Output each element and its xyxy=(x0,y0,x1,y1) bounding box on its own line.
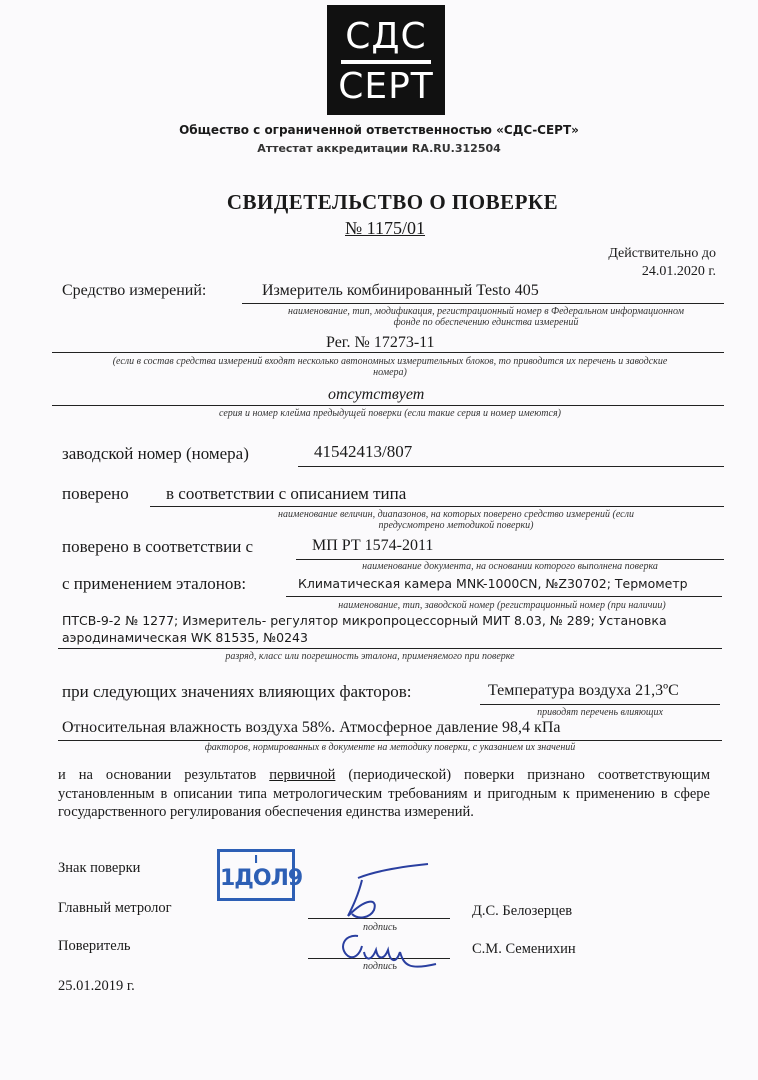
serial-line xyxy=(298,466,724,467)
reg-hint: (если в состав средства измерений входят несколько автономных измерительных блоков, то приводится их перечень и заводские номера) xyxy=(112,356,668,378)
conclusion-pre: и на основании результатов xyxy=(58,767,270,783)
company-logo xyxy=(327,5,445,115)
verified-hint: наименование величин, диапазонов, на которых поверено средство измерений (если предусмотрено методикой поверки) xyxy=(278,509,634,531)
standards-hint: наименование, тип, заводской номер (регистрационный номер (при наличии) xyxy=(338,600,666,611)
registration-number: Рег. № 17273-11 xyxy=(326,334,435,351)
stamp-main: 1ДОЛ9 xyxy=(220,866,303,891)
previous-mark: отсутствует xyxy=(328,386,425,403)
factors-line-2 xyxy=(58,740,722,741)
valid-until-label: Действительно до xyxy=(608,246,716,261)
standards-line-2 xyxy=(58,648,722,649)
org-name: Общество с ограниченной ответственностью «СДС-СЕРТ» xyxy=(179,123,579,137)
factors-line-1 xyxy=(480,704,720,705)
prev-mark-hint: серия и номер клейма предыдущей поверки (если такие серия и номер имеются) xyxy=(219,408,561,419)
conclusion-post: (периодической) поверки признано соответствующим установленным в описании типа метрологическим требованиям и пригодным к применению в сфере государственного регулирования обеспечения единства измерений. xyxy=(58,767,710,820)
document-number: № 1175/01 xyxy=(345,218,426,238)
verified-label: поверено xyxy=(62,484,129,503)
conclusion-underlined: первичной xyxy=(269,767,336,783)
stamp-top: I xyxy=(253,853,259,866)
verification-stamp xyxy=(217,849,303,901)
document-date: 25.01.2019 г. xyxy=(58,978,135,994)
logo-line-2: СЕРТ xyxy=(338,66,434,107)
standards-line-1 xyxy=(286,596,722,597)
serial-value: 41542413/807 xyxy=(314,442,413,461)
factors-label: при следующих значениях влияющих факторов: xyxy=(62,682,412,701)
conclusion-paragraph xyxy=(58,766,710,822)
factors-hint-2: факторов, нормированных в документе на методику поверки, с указанием их значений xyxy=(204,742,576,753)
chief-sign-hint: подпись xyxy=(363,922,397,933)
chief-label: Главный метролог xyxy=(58,900,172,916)
serial-label: заводской номер (номера) xyxy=(62,444,249,463)
standards-hint-2: разряд, класс или погрешность эталона, применяемого при поверке xyxy=(225,651,515,662)
standards-value-2: ПТСВ-9-2 № 1277; Измеритель- регулятор микропроцессорный МИТ 8.03, № 289; Установка xyxy=(62,613,667,628)
verifier-label: Поверитель xyxy=(58,938,131,954)
document-title: СВИДЕТЕЛЬСТВО О ПОВЕРКЕ xyxy=(226,190,559,214)
verified-line xyxy=(150,506,724,507)
verifier-sign-hint: подпись xyxy=(363,961,397,972)
standards-value-3: аэродинамическая WK 81535, №0243 xyxy=(62,630,308,645)
method-label: поверено в соответствии с xyxy=(62,537,254,556)
instrument-label: Средство измерений: xyxy=(62,282,207,299)
logo-divider xyxy=(341,60,431,64)
instrument-hint: наименование, тип, модификация, регистрационный номер в Федеральном информационном фонде по обеспечению единства измерений xyxy=(287,306,684,328)
logo-line-1: СДС xyxy=(345,16,427,57)
chief-signature xyxy=(318,858,438,922)
mark-label: Знак поверки xyxy=(58,860,141,876)
accreditation: Аттестат аккредитации RA.RU.312504 xyxy=(257,142,501,155)
valid-until-date: 24.01.2020 г. xyxy=(641,264,716,279)
instrument-value: Измеритель комбинированный Testo 405 xyxy=(262,282,539,299)
prev-mark-line xyxy=(52,405,724,406)
instrument-line xyxy=(242,303,724,304)
reg-line xyxy=(52,352,724,353)
chief-name: Д.С. Белозерцев xyxy=(472,903,573,919)
factors-value-1: Температура воздуха 21,3ºС xyxy=(488,682,679,699)
standards-value-1: Климатическая камера MNK-1000CN, №Z30702; Термометр xyxy=(298,576,688,591)
method-value: МП РТ 1574-2011 xyxy=(312,537,434,554)
standards-label: с применением эталонов: xyxy=(62,574,247,593)
verifier-name: С.М. Семенихин xyxy=(472,941,576,957)
factors-value-2: Относительная влажность воздуха 58%. Атмосферное давление 98,4 кПа xyxy=(62,719,561,736)
verified-value: в соответствии с описанием типа xyxy=(166,484,407,503)
factors-hint: приводят перечень влияющих xyxy=(537,707,663,718)
method-line xyxy=(296,559,724,560)
method-hint: наименование документа, на основании которого выполнена поверка xyxy=(362,561,658,572)
